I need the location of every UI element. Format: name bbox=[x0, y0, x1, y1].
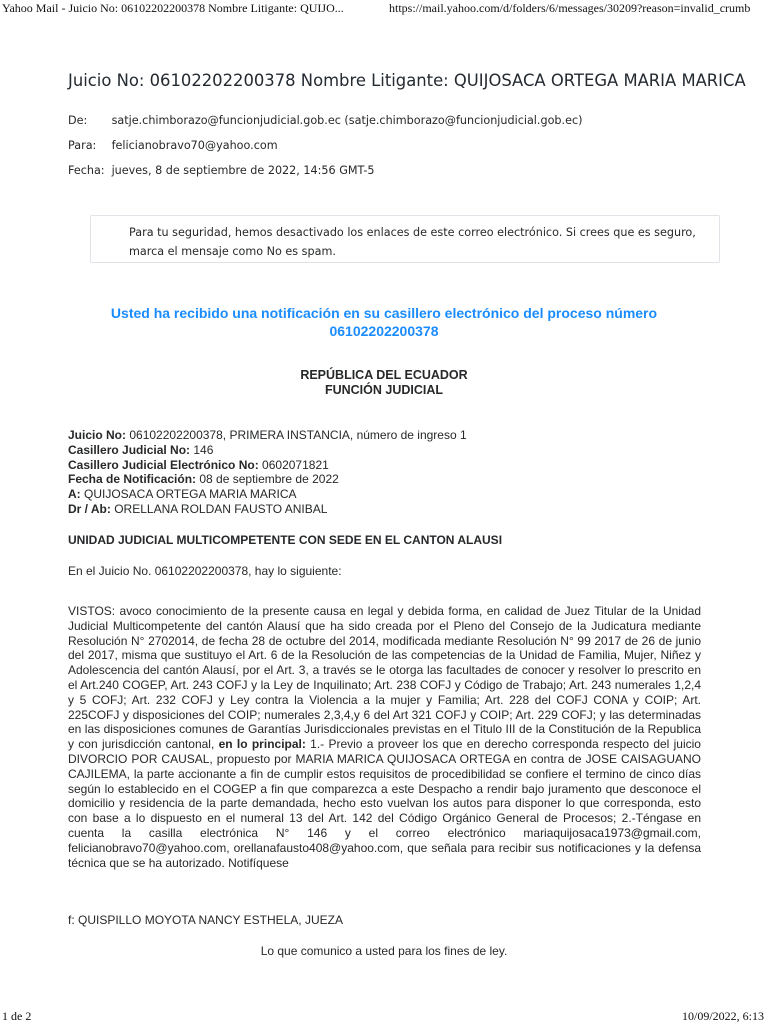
case-info-line bbox=[68, 458, 708, 473]
case-info-value: 146 bbox=[190, 442, 214, 457]
date-value: jueves, 8 de septiembre de 2022, 14:56 GMT-5 bbox=[111, 164, 375, 177]
unit-title: UNIDAD JUDICIAL MULTICOMPETENTE CON SEDE EN EL CANTON ALAUSI bbox=[68, 533, 503, 547]
case-info-label: A: bbox=[68, 487, 81, 502]
vistos-paragraph bbox=[68, 604, 701, 870]
email-from-row bbox=[68, 114, 582, 127]
email-subject: Juicio No: 06102202200378 Nombre Litigante: QUIJOSACA ORTEGA MARIA MARICA bbox=[68, 71, 746, 90]
vistos-text-part2: 1.- Previo a proveer los que en derecho corresponda respecto del juicio DIVORCIO POR CAUSAL, propuesto por MARIA MARICA QUIJOSACA ORTEGA en contra de JOSE CAISAGUANO CAJILEMA, la parte accionante a fin de cumplir estos requisitos de procedibilidad se confiere el termino de cinco días según lo establecido en el COGEP a fin que comparezca a este Despacho a rendir bajo juramento que desconoce el domicilio y residencia de la parte demandada, hecho esto vuelvan los autos para disponer lo que corresponda, esto con base a lo dispuesto en el numeral 13 del Art. 142 del Código Orgánico General de Procesos; 2.-Téngase en cuenta la casilla electrónica N° 146 y el correo electrónico mariaquijosaca1973@gmail.com, felicianobravo70@yahoo.com, orellanafausto408@yahoo.com, que señala para recibir sus notificaciones y la defensa técnica que se ha autorizado. Notifíquese bbox=[68, 737, 701, 870]
security-notice-text: Para tu seguridad, hemos desactivado los enlaces de este correo electrónico. Si crees que es seguro, marca el mensaje como No es spam. bbox=[129, 226, 696, 258]
case-info-line bbox=[68, 487, 708, 502]
print-url: https://mail.yahoo.com/d/folders/6/messages/30209?reason=invalid_crumb bbox=[389, 1, 751, 15]
case-info-label: Casillero Judicial No: bbox=[68, 442, 191, 457]
from-value: satje.chimborazo@funcionjudicial.gob.ec (satje.chimborazo@funcionjudicial.gob.ec) bbox=[111, 114, 583, 127]
print-page-number: 1 de 2 bbox=[2, 1009, 32, 1023]
case-info-value: QUIJOSACA ORTEGA MARIA MARICA bbox=[80, 487, 297, 502]
case-info-block bbox=[68, 428, 708, 517]
notification-title-line1: Usted ha recibido una notificación en su casillero electrónico del proceso número bbox=[110, 305, 658, 321]
to-value: felicianobravo70@yahoo.com bbox=[111, 139, 278, 152]
security-notice-box bbox=[90, 215, 720, 263]
case-info-line bbox=[68, 502, 708, 517]
case-info-label: Dr / Ab: bbox=[68, 501, 111, 516]
intro-line: En el Juicio No. 06102202200378, hay lo siguiente: bbox=[68, 564, 342, 578]
case-info-label: Juicio No: bbox=[68, 428, 127, 442]
case-info-line bbox=[68, 472, 708, 487]
case-info-label: Casillero Judicial Electrónico No: bbox=[68, 457, 259, 472]
case-info-value: 0602071821 bbox=[258, 457, 329, 472]
case-info-line bbox=[68, 428, 708, 443]
vistos-text-part1: VISTOS: avoco conocimiento de la presente causa en legal y debida forma, en calidad de Juez Titular de la Unidad Judicial Multicompetente del cantón Alausí que ha sido creada por el Pleno del Consejo de la Judicatura mediante Resolución N° 2702014, de fecha 28 de octubre del 2014, modificada mediante Resolución N° 99 2017 de 26 de junio del 2017, misma que sustituyo el Art. 6 de la Resolución de las competencias de la Unidad de Familia, Mujer, Niñez y Adolescencia del cantón Alausí, por el Art. 3, a través se le otorga las facultades de conocer y resolver lo prescrito en el Art.240 COGEP, Art. 243 COFJ y la Ley de Inquilinato; Art. 238 COFJ y Código de Trabajo; Art. 243 numerales 1,2,4 y 5 COFJ; Art. 232 COFJ y Ley contra la Violencia a la mujer y Familia; Art. 228 del COFJ CONA y COIP; Art. 225COFJ y disposiciones del COIP; numerales 2,3,4,y 6 del Art 321 COFJ y COIP; Art. 229 COFJ; y las determinadas en las disposiciones comunes de Garantías Jurisdiccionales previstas en el Titulo III de la Constitución de la Republica y con jurisdicción cantonal, bbox=[68, 604, 701, 752]
notification-title bbox=[68, 304, 700, 340]
republic-heading: REPÚBLICA DEL ECUADOR bbox=[300, 368, 468, 382]
print-footer bbox=[0, 1009, 768, 1025]
email-to-row bbox=[68, 139, 278, 152]
date-label: Fecha: bbox=[68, 164, 105, 177]
email-date-row bbox=[68, 164, 375, 177]
closing-line: Lo que comunico a usted para los fines de ley. bbox=[260, 944, 508, 958]
case-info-value: ORELLANA ROLDAN FAUSTO ANIBAL bbox=[110, 501, 328, 516]
signer-line: f: QUISPILLO MOYOTA NANCY ESTHELA, JUEZA bbox=[68, 913, 343, 927]
case-info-value: 06102202200378, PRIMERA INSTANCIA, número de ingreso 1 bbox=[126, 428, 467, 442]
case-info-label: Fecha de Notificación: bbox=[68, 472, 197, 487]
from-label: De: bbox=[68, 114, 88, 127]
notification-title-line2: 06102202200378 bbox=[329, 323, 439, 339]
case-info-value: 08 de septiembre de 2022 bbox=[196, 472, 339, 487]
to-label: Para: bbox=[68, 139, 97, 152]
function-heading: FUNCIÓN JUDICIAL bbox=[324, 383, 444, 397]
case-info-line bbox=[68, 443, 708, 458]
print-datetime: 10/09/2022, 6:13 bbox=[681, 1009, 764, 1023]
print-page-title: Yahoo Mail - Juicio No: 06102202200378 Nombre Litigante: QUIJO... bbox=[2, 1, 344, 15]
print-header bbox=[0, 0, 768, 18]
vistos-bold-phrase: en lo principal: bbox=[214, 737, 306, 752]
